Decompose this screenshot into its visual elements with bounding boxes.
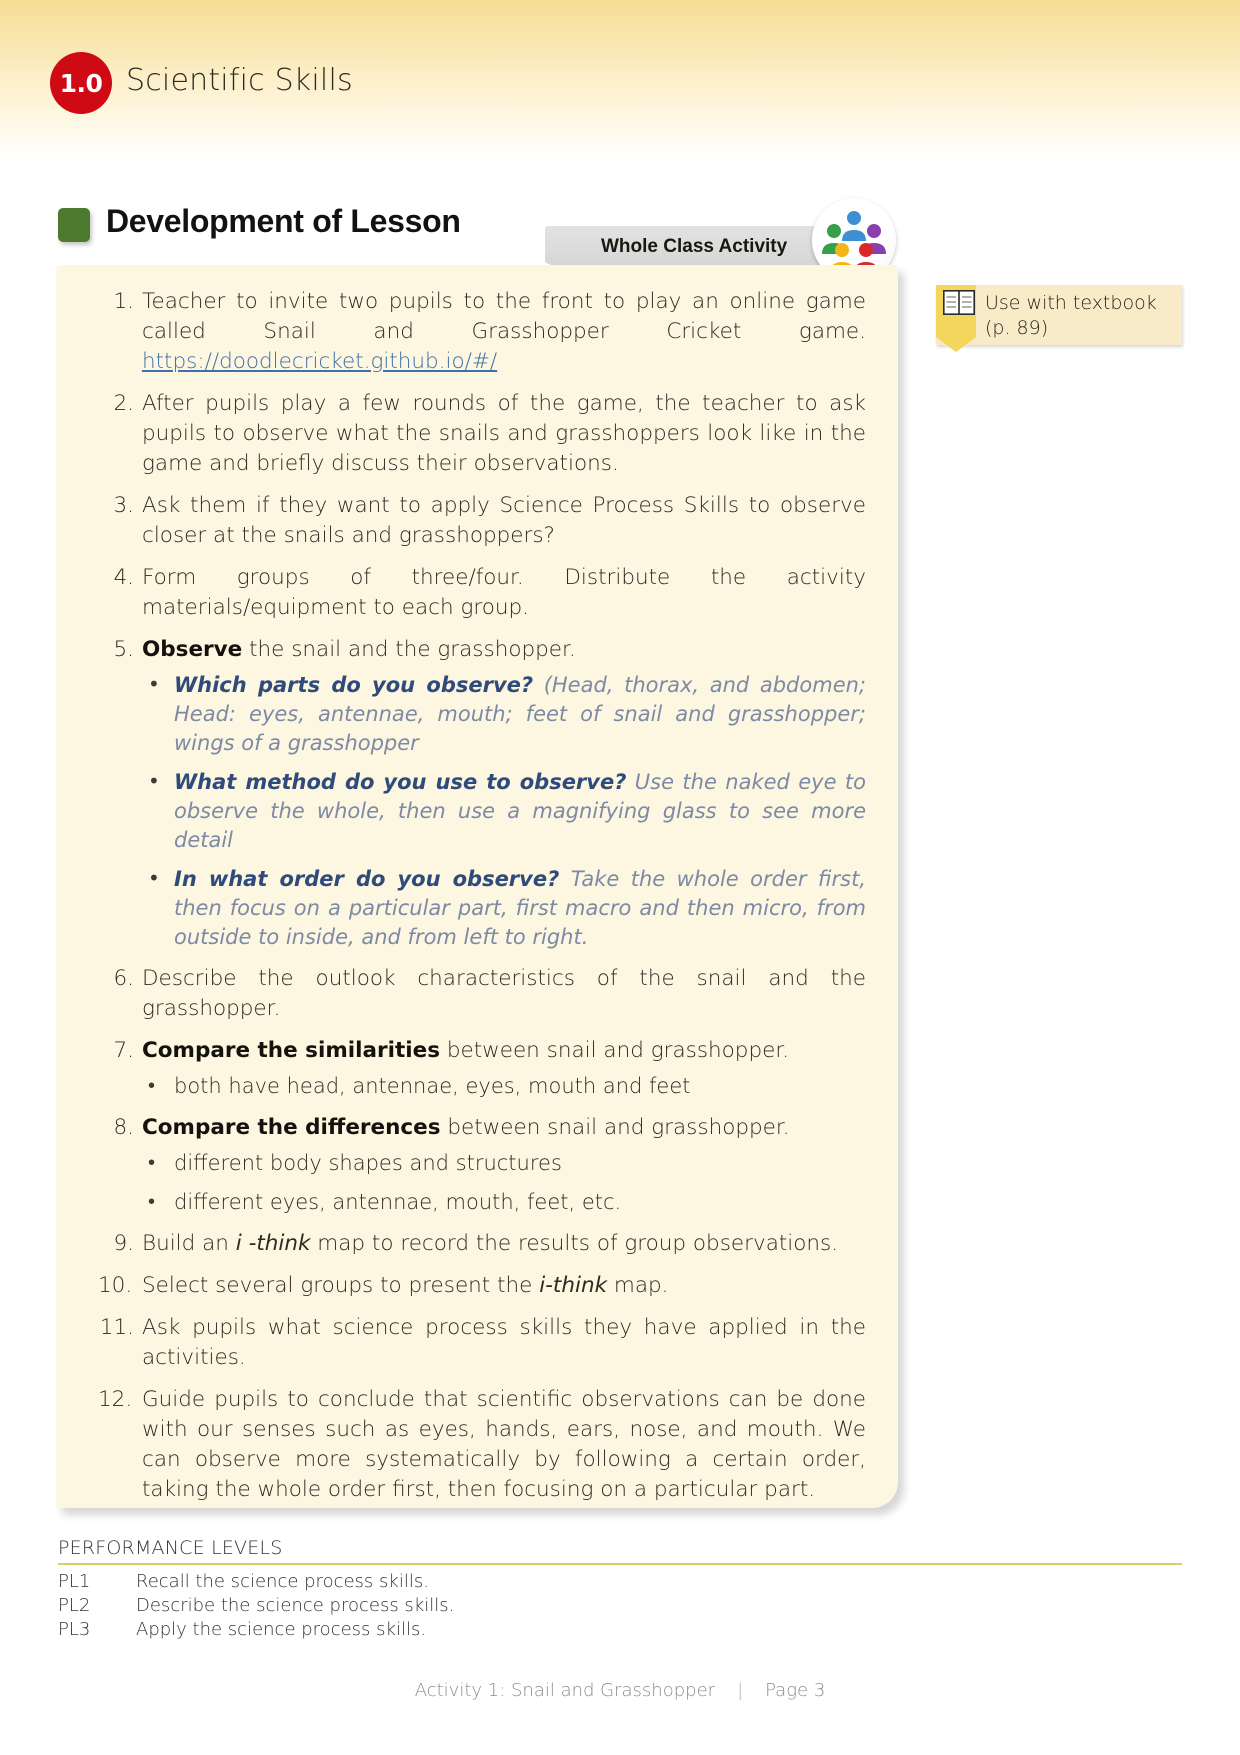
open-book-icon: [943, 290, 975, 315]
step-item: [96, 1385, 866, 1505]
footer-page-number: Page 3: [765, 1680, 826, 1701]
step-bold-lead: Compare the similarities: [142, 1038, 440, 1063]
step-item: [96, 1036, 866, 1101]
step-bold-lead: Observe: [142, 637, 243, 662]
doodlecricket-link[interactable]: https://doodlecricket.github.io/#/: [142, 349, 498, 374]
step-text: Form groups of three/four. Distribute the activity materials/equipment to each group.: [142, 565, 866, 620]
performance-levels-divider: [58, 1563, 1182, 1565]
step-item: [96, 1271, 866, 1301]
similarities-bullets: [142, 1072, 866, 1101]
step-item: [96, 1313, 866, 1373]
question-lead: Which parts do you observe?: [174, 673, 534, 697]
chapter-number-badge: 1.0: [50, 52, 112, 114]
observation-question-bullets: [142, 671, 866, 952]
numbered-steps: [96, 287, 866, 1505]
step-text: After pupils play a few rounds of the game, the teacher to ask pupils to observe what the snails and grasshoppers look like in the game and briefly discuss their observations.: [142, 391, 866, 476]
step-item: [96, 491, 866, 551]
question-answer: Use the naked eye to observe the whole, then use a magnifying glass to see more detail: [174, 770, 866, 852]
chapter-title: Scientific Skills: [126, 63, 353, 98]
list-item: • different body shapes and structures: [142, 1149, 866, 1178]
step-item: [96, 635, 866, 952]
pl-code: PL2: [58, 1595, 91, 1616]
section-marker-square-icon: [58, 208, 90, 242]
performance-levels-table: [58, 1570, 454, 1642]
textbook-reference-text: [985, 291, 1185, 341]
differences-bullets: [142, 1149, 866, 1217]
list-item: • both have head, antennae, eyes, mouth and feet: [142, 1072, 866, 1101]
question-answer: (Head, thorax, and abdomen; Head: eyes, antennae, mouth; feet of snail and grasshopper; wings of a grasshopper: [174, 673, 866, 755]
step-number: 8.: [113, 1115, 134, 1140]
pl-description: Describe the science process skills.: [136, 1595, 455, 1616]
step-item: [96, 287, 866, 377]
step-text: the snail and the grasshopper.: [242, 637, 576, 662]
step-number: 6.: [113, 966, 134, 991]
pl-code: PL3: [58, 1619, 91, 1640]
step-italic-term: i-think: [539, 1273, 608, 1298]
lesson-steps-list: [96, 287, 866, 1517]
step-text: between snail and grasshopper.: [440, 1115, 790, 1140]
step-item: [96, 563, 866, 623]
step-text: Teacher to invite two pupils to the front to play an online game called Snail and Grasshopper Cricket game.: [142, 289, 866, 344]
footer-separator: |: [737, 1680, 744, 1701]
step-number: 7.: [113, 1038, 134, 1063]
step-italic-term: i -think: [235, 1231, 311, 1256]
question-lead: What method do you use to observe?: [174, 770, 627, 794]
textbook-note-line-2: (p. 89): [985, 317, 1049, 339]
table-row: [58, 1594, 454, 1618]
step-text: Ask them if they want to apply Science Process Skills to observe closer at the snails and grasshoppers?: [142, 493, 866, 548]
step-number: 3.: [113, 493, 134, 518]
step-item: [96, 1229, 866, 1259]
step-number: 10.: [98, 1273, 133, 1298]
step-text-pre: Build an: [142, 1231, 236, 1256]
step-text-post: map.: [607, 1273, 669, 1298]
step-number: 11.: [99, 1315, 134, 1340]
performance-levels-block: [58, 1537, 1182, 1642]
step-number: 2.: [113, 391, 134, 416]
performance-levels-title: PERFORMANCE LEVELS: [58, 1537, 283, 1559]
question-lead: In what order do you observe?: [174, 867, 560, 891]
step-item: [96, 1113, 866, 1217]
step-item: [96, 389, 866, 479]
list-item: [142, 671, 866, 758]
step-text-pre: Select several groups to present the: [142, 1273, 540, 1298]
section-heading: Development of Lesson: [106, 203, 461, 239]
step-number: 1.: [113, 289, 134, 314]
step-number: 5.: [113, 637, 134, 662]
step-bold-lead: Compare the differences: [142, 1115, 441, 1140]
question-answer: Take the whole order first, then focus on a particular part, first macro and then micro, from outside to inside, and from left to right.: [174, 867, 866, 949]
step-number: 12.: [98, 1387, 133, 1412]
page-footer: [0, 1680, 1240, 1701]
textbook-note-line-1: Use with textbook: [985, 292, 1157, 314]
activity-type-label: Whole Class Activity: [601, 236, 788, 257]
pl-code: PL1: [58, 1571, 91, 1592]
footer-activity-title: Activity 1: Snail and Grasshopper: [414, 1680, 716, 1701]
table-row: [58, 1570, 454, 1594]
pl-description: Recall the science process skills.: [136, 1571, 429, 1592]
list-item: [142, 768, 866, 855]
step-number: 9.: [113, 1231, 134, 1256]
step-text: Guide pupils to conclude that scientific observations can be done with our senses such as eyes, hands, ears, nose, and mouth. We can observe more systematically by following a certain order, taking the whole order first, then focusing on a particular part.: [142, 1387, 866, 1502]
list-item: • different eyes, antennae, mouth, feet, etc.: [142, 1188, 866, 1217]
list-item: [142, 865, 866, 952]
step-item: [96, 964, 866, 1024]
table-row: [58, 1618, 454, 1642]
step-text: Ask pupils what science process skills they have applied in the activities.: [142, 1315, 866, 1370]
step-text-post: map to record the results of group observations.: [310, 1231, 839, 1256]
step-text: Describe the outlook characteristics of the snail and the grasshopper.: [142, 966, 866, 1021]
pl-description: Apply the science process skills.: [136, 1619, 427, 1640]
step-number: 4.: [113, 565, 134, 590]
step-text: between snail and grasshopper.: [440, 1038, 790, 1063]
